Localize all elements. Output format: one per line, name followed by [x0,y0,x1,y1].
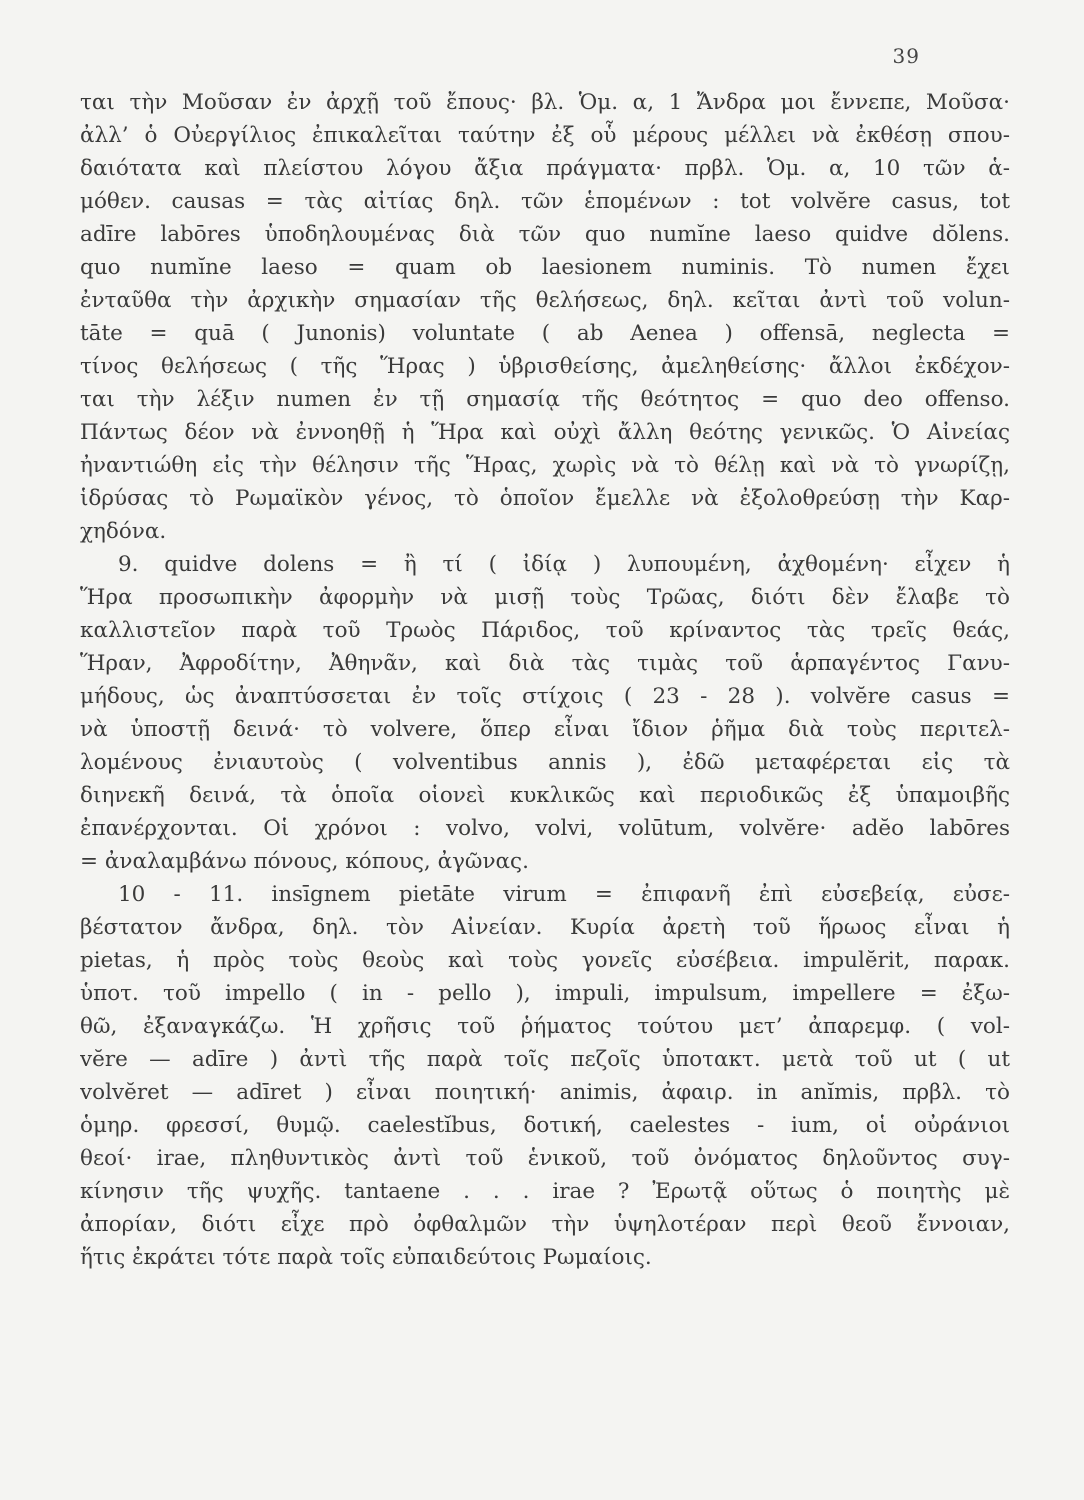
text-line: νὰ ὑποστῇ δεινά· τὸ volvere, ὅπερ εἶναι ἴδιον ῥῆμα διὰ τοὺς περιτελ- [80,717,1010,742]
text-line: 10 - 11. insīgnem pietāte virum = ἐπιφανῆ ἐπὶ εὐσεβείᾳ, εὐσε- [118,882,1010,907]
text-line: adīre labōres ὑποδηλουμένας διὰ τῶν quo numĭne laeso quidve dŏlens. [80,222,1010,247]
body-text [80,86,1010,1274]
text-line: καλλιστεῖον παρὰ τοῦ Τρωὸς Πάριδος, τοῦ κρίναντος τὰς τρεῖς θεάς, [80,618,1010,643]
text-line: 9. quidve dolens = ἢ τί ( ἰδίᾳ ) λυπουμένη, ἀχθομένη· εἶχεν ἡ [118,552,1010,577]
text-line: ται τὴν Μοῦσαν ἐν ἀρχῇ τοῦ ἔπους· βλ. Ὁμ. α, 1 Ἄνδρα μοι ἔννεπε, Μοῦσα· [80,90,1010,115]
text-line: ἥτις ἐκράτει τότε παρὰ τοῖς εὐπαιδεύτοις Ρωμαίοις. [80,1245,652,1270]
text-line: διηνεκῆ δεινά, τὰ ὁποῖα οἱονεὶ κυκλικῶς καὶ περιοδικῶς ἐξ ὑπαμοιβῆς [80,783,1010,808]
text-line: ὁμηρ. φρεσσί, θυμῷ. caelestĭbus, δοτική, caelestes - ium, οἱ οὐράνιοι [80,1113,1010,1138]
text-line: δαιότατα καὶ πλείστου λόγου ἄξια πράγματα· πρβλ. Ὁμ. α, 10 τῶν ἁ- [80,156,1010,181]
text-line: θεοί· irae, πληθυντικὸς ἀντὶ τοῦ ἑνικοῦ, τοῦ ὀνόματος δηλοῦντος συγ- [80,1146,1010,1171]
text-line: ἀπορίαν, διότι εἶχε πρὸ ὀφθαλμῶν τὴν ὑψηλοτέραν περὶ θεοῦ ἔννοιαν, [80,1212,1010,1237]
text-line: quo numĭne laeso = quam ob laesionem numinis. Τὸ numen ἔχει [80,255,1010,280]
text-line: κίνησιν τῆς ψυχῆς. tantaene . . . irae ? Ἐρωτᾷ οὕτως ὁ ποιητὴς μὲ [80,1179,1010,1204]
text-line: ἀλλ’ ὁ Οὐεργίλιος ἐπικαλεῖται ταύτην ἐξ οὗ μέρους μέλλει νὰ ἐκθέσῃ σπου- [80,123,1010,148]
text-line: ἐνταῦθα τὴν ἀρχικὴν σημασίαν τῆς θελήσεως, δηλ. κεῖται ἀντὶ τοῦ volun- [80,288,1010,313]
text-line: volvĕret — adīret ) εἶναι ποιητική· animis, ἀφαιρ. in anĭmis, πρβλ. τὸ [80,1080,1010,1105]
text-line: ὑποτ. τοῦ impello ( in - pello ), impuli, impulsum, impellere = ἐξω- [80,981,1010,1006]
text-line: μόθεν. causas = τὰς αἰτίας δηλ. τῶν ἑπομένων : tot volvĕre casus, tot [80,189,1010,214]
text-line: pietas, ἡ πρὸς τοὺς θεοὺς καὶ τοὺς γονεῖς εὐσέβεια. impulĕrit, παρακ. [80,948,1010,973]
text-line: μήδους, ὡς ἀναπτύσσεται ἐν τοῖς στίχοις ( 23 - 28 ). volvĕre casus = [80,684,1010,709]
text-line: tāte = quā ( Junonis) voluntate ( ab Aenea ) offensā, neglecta = [80,321,1010,346]
text-line: vĕre — adīre ) ἀντὶ τῆς παρὰ τοῖς πεζοῖς ὑποτακτ. μετὰ τοῦ ut ( ut [80,1047,1010,1072]
text-line: Ἥρα προσωπικὴν ἀφορμὴν νὰ μισῇ τοὺς Τρῶας, διότι δὲν ἔλαβε τὸ [80,585,1010,610]
text-line: τίνος θελήσεως ( τῆς Ἥρας ) ὑβρισθείσης, ἀμεληθείσης· ἄλλοι ἐκδέχον- [80,354,1010,379]
text-line: λομένους ἐνιαυτοὺς ( volventibus annis ), ἐδῶ μεταφέρεται εἰς τὰ [80,750,1010,775]
text-line: βέστατον ἄνδρα, δηλ. τὸν Αἰνείαν. Κυρία ἀρετὴ τοῦ ἥρωος εἶναι ἡ [80,915,1010,940]
text-line: = ἀναλαμβάνω πόνους, κόπους, ἀγῶνας. [80,849,529,874]
text-line: Πάντως δέον νὰ ἐννοηθῇ ἡ Ἥρα καὶ οὐχὶ ἄλλη θεότης γενικῶς. Ὁ Αἰνείας [80,420,1010,445]
text-line: ἠναντιώθη εἰς τὴν θέλησιν τῆς Ἥρας, χωρὶς νὰ τὸ θέλῃ καὶ νὰ τὸ γνωρίζῃ, [80,453,1010,478]
text-line: ἱδρύσας τὸ Ρωμαϊκὸν γένος, τὸ ὁποῖον ἔμελλε νὰ ἐξολοθρεύσῃ τὴν Καρ- [80,486,1010,511]
text-line: θῶ, ἐξαναγκάζω. Ἡ χρῆσις τοῦ ῥήματος τούτου μετ’ ἀπαρεμφ. ( vol- [80,1014,1010,1039]
text-line: χηδόνα. [80,519,167,544]
text-line: ται τὴν λέξιν numen ἐν τῇ σημασίᾳ τῆς θεότητος = quo deo offenso. [80,387,1010,412]
text-line: ἐπανέρχονται. Οἱ χρόνοι : volvo, volvi, volūtum, volvĕre· adĕo labōres [80,816,1010,841]
text-line: Ἥραν, Ἀφροδίτην, Ἀθηνᾶν, καὶ διὰ τὰς τιμὰς τοῦ ἁρπαγέντος Γανυ- [80,651,1010,676]
page-number: 39 [892,44,920,68]
